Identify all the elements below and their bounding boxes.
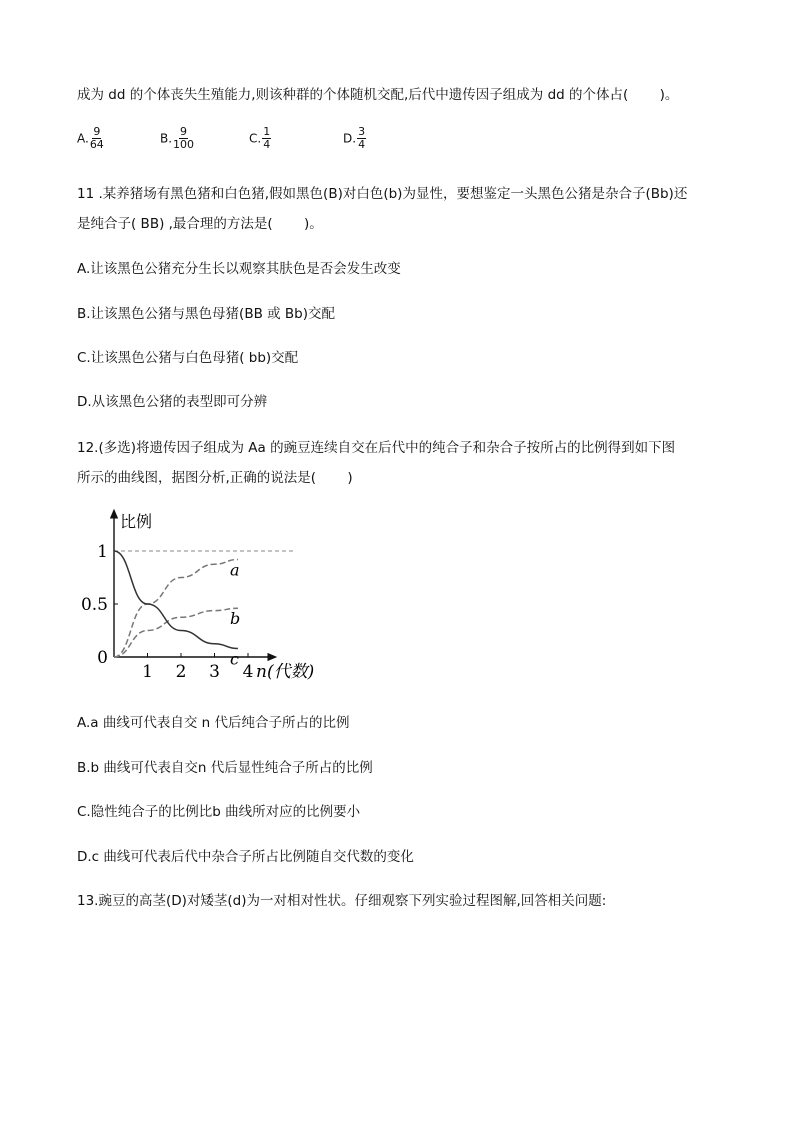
q10-stem: 成为 dd 的个体丧失生殖能力,则该种群的个体随机交配,后代中遗传因子组成为 dd 的个体占( )。 — [77, 87, 679, 103]
q10-option-d: D. $\frac{3}{4}$ — [343, 125, 366, 151]
q12-option-c: C.隐性纯合子的比例比b 曲线所对应的比例要小 — [77, 804, 361, 820]
series-a-label: a — [229, 560, 240, 580]
chart-axes — [114, 513, 273, 657]
q10-option-c: C. $\frac{1}{4}$ — [249, 125, 271, 151]
q11-option-a: A.让该黑色公猪充分生长以观察其肤色是否会发生改变 — [77, 261, 401, 277]
q12-option-d: D.c 曲线可代表后代中杂合子所占比例随自交代数的变化 — [77, 849, 414, 865]
chart-series — [114, 551, 293, 657]
y-axis-label: 比例 — [120, 512, 153, 531]
q10-option-a: A. $\frac{9}{64}$ — [77, 125, 104, 151]
series-b-label: b — [229, 609, 241, 629]
x-tick-label: 4 — [242, 662, 254, 682]
x-tick-label: 1 — [142, 662, 153, 682]
x-tick-label: 2 — [175, 662, 187, 682]
q12-stem-line2: 所示的曲线图，据图分析,正确的说法是( ) — [77, 470, 353, 486]
q11-option-c: C.让该黑色公猪与白色母猪( bb)交配 — [77, 350, 299, 366]
q11-option-b: B.让该黑色公猪与黑色母猪(BB 或 Bb)交配 — [77, 306, 336, 322]
q12-option-b: B.b 曲线可代表自交n 代后显性纯合子所占的比例 — [77, 760, 373, 776]
q13-stem: 13.豌豆的高茎(D)对矮茎(d)为一对相对性状。仔细观察下列实验过程图解,回答相关问题: — [77, 893, 607, 909]
q11-option-d: D.从该黑色公猪的表型即可分辨 — [77, 394, 268, 410]
x-axis-label: n(代数) — [256, 662, 315, 682]
y-tick-label: 0.5 — [80, 595, 108, 615]
y-tick-label: 1 — [97, 542, 108, 562]
series-a-line — [114, 559, 241, 657]
q12-chart — [78, 505, 338, 690]
q11-stem-line1: 11 .某养猪场有黑色猪和白色猪,假如黑色(B)对白色(b)为显性，要想鉴定一头黑色公猪是杂合子(Bb)还 — [77, 186, 688, 202]
series-b-line — [114, 608, 241, 657]
series-c-label: c — [229, 649, 239, 669]
q10-option-b: B. $\frac{9}{100}$ — [160, 125, 195, 151]
x-tick-label: 3 — [209, 662, 220, 682]
q12-stem-line1: 12.(多选)将遗传因子组成为 Aa 的豌豆连续自交在后代中的纯合子和杂合子按所占的比例得到如下图 — [77, 440, 676, 456]
series-c-line — [114, 551, 241, 649]
y-tick-label: 0 — [97, 648, 108, 668]
q11-stem-line2: 是纯合子( BB) ,最合理的方法是( )。 — [77, 216, 323, 232]
q12-option-a: A.a 曲线可代表自交 n 代后纯合子所占的比例 — [77, 715, 350, 731]
